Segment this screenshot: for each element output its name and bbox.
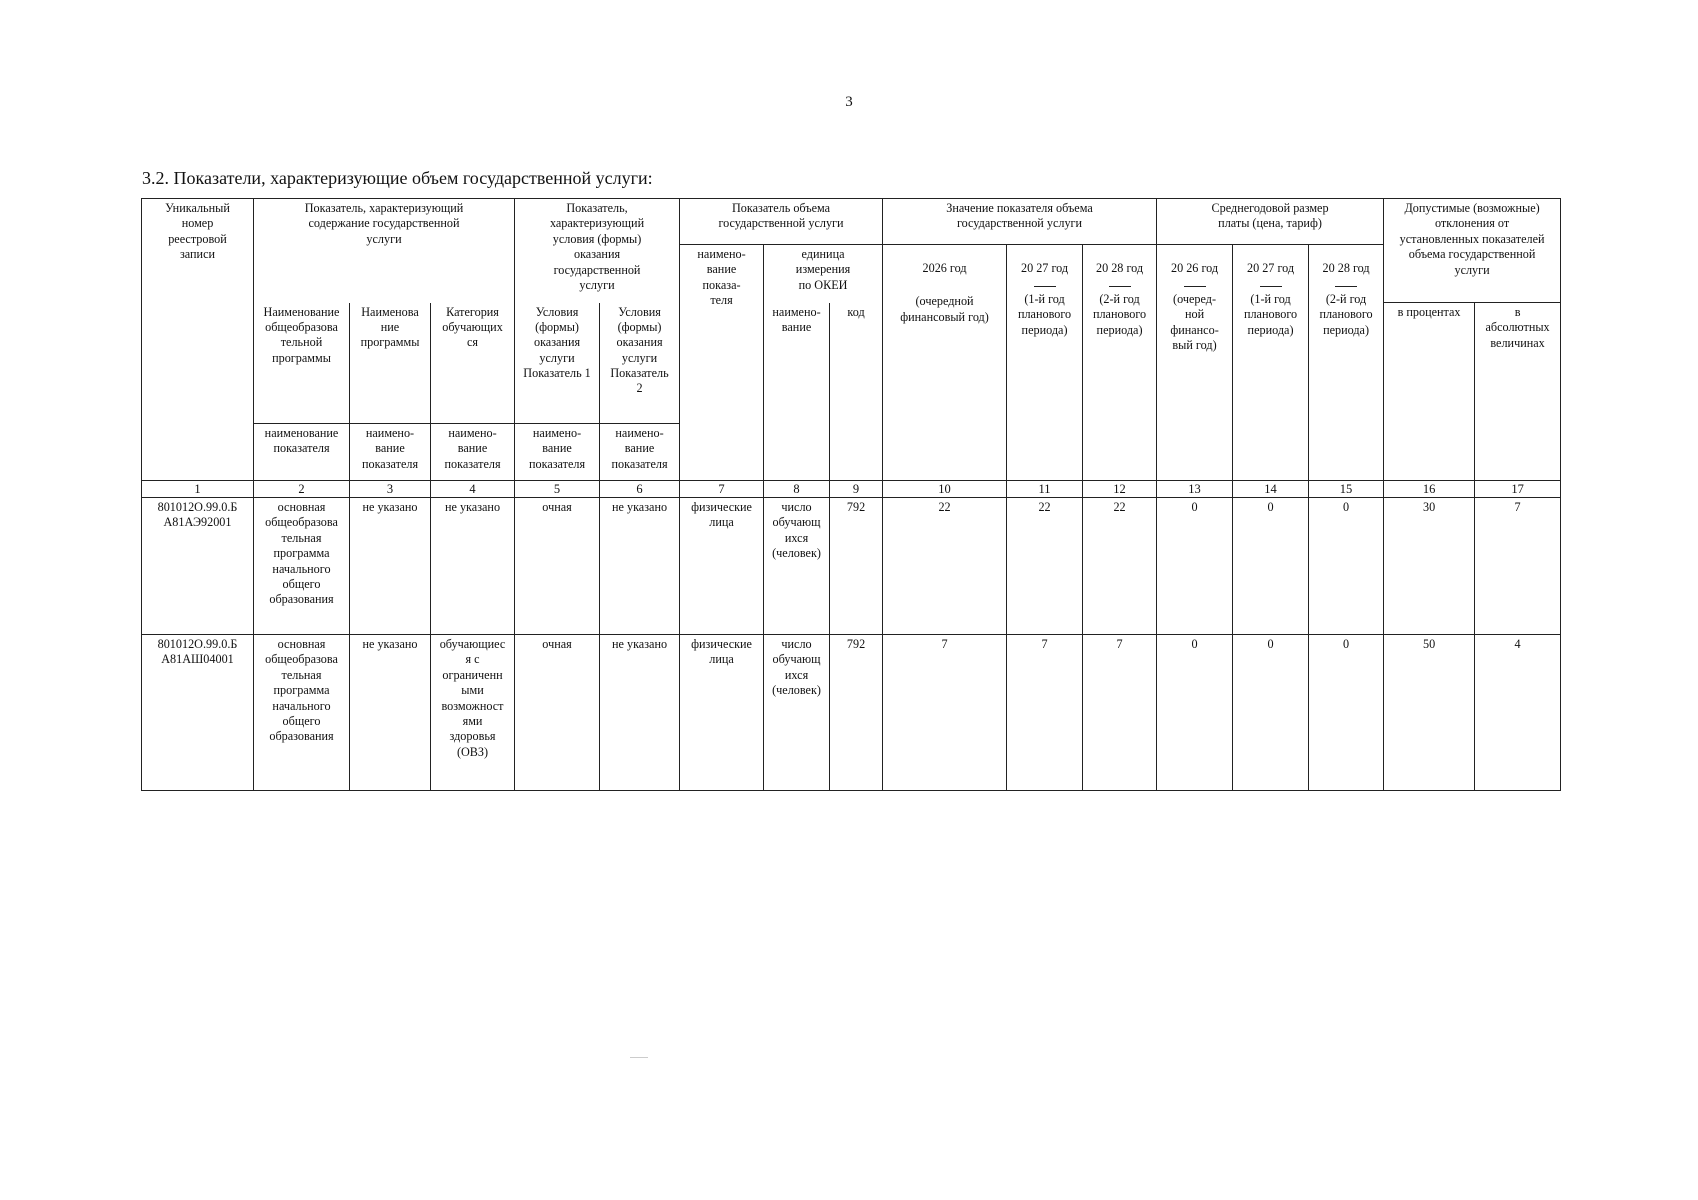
student-category-cell: не указано — [431, 498, 515, 635]
deviation-absolute-cell: 7 — [1475, 498, 1561, 635]
header-indicator-name-6: наимено- вание показателя — [600, 424, 680, 481]
header-indicator-name-5: наимено- вание показателя — [515, 424, 600, 481]
header-unit-code: код — [830, 303, 883, 481]
deviation-percent-cell: 30 — [1384, 498, 1475, 635]
column-number: 13 — [1157, 481, 1233, 498]
header-deviation-absolute: в абсолютных величинах — [1475, 303, 1561, 481]
program-name-cell: не указано — [350, 498, 431, 635]
value-2026-cell: 7 — [883, 635, 1007, 791]
header-year-2027: 20 27 год (1-й год планового периода) — [1007, 245, 1083, 481]
column-number: 14 — [1233, 481, 1309, 498]
column-number: 7 — [680, 481, 764, 498]
header-unit-okei: единица измерения по ОКЕИ — [764, 245, 883, 303]
fee-2028-cell: 0 — [1309, 635, 1384, 791]
header-conditions-1-sub: Условия (формы) оказания услуги Показатель 1 — [515, 303, 600, 424]
header-content-indicator: Показатель, характеризующий содержание государственной услуги — [254, 199, 515, 303]
column-number: 17 — [1475, 481, 1561, 498]
column-number: 5 — [515, 481, 600, 498]
header-volume-indicator-name: наимено- вание показа- теля — [680, 245, 764, 481]
header-fee-2027: 20 27 год (1-й год планового периода) — [1233, 245, 1309, 481]
fee-2026-cell: 0 — [1157, 498, 1233, 635]
deviation-percent-cell: 50 — [1384, 635, 1475, 791]
column-number: 10 — [883, 481, 1007, 498]
fee-2027-cell: 0 — [1233, 635, 1309, 791]
header-fee-2028: 20 28 год (2-й год планового периода) — [1309, 245, 1384, 481]
value-2028-cell: 22 — [1083, 498, 1157, 635]
table-row — [142, 635, 1561, 791]
column-number: 1 — [142, 481, 254, 498]
column-number: 6 — [600, 481, 680, 498]
section-title: 3.2. Показатели, характеризующие объем государственной услуги: — [142, 168, 653, 188]
deviation-absolute-cell: 4 — [1475, 635, 1561, 791]
column-number: 11 — [1007, 481, 1083, 498]
indicator-name-cell: физические лица — [680, 635, 764, 791]
column-number: 2 — [254, 481, 350, 498]
indicator-name-cell: физические лица — [680, 498, 764, 635]
unit-code-cell: 792 — [830, 635, 883, 791]
program-name-cell: не указано — [350, 635, 431, 791]
scan-mark — [630, 1057, 648, 1058]
header-year-2026: 2026 год (очередной финансовый год) — [883, 245, 1007, 481]
fee-2026-cell: 0 — [1157, 635, 1233, 791]
table-row — [142, 498, 1561, 635]
unit-name-cell: число обучающ ихся (человек) — [764, 635, 830, 791]
column-number: 15 — [1309, 481, 1384, 498]
form2-cell: не указано — [600, 498, 680, 635]
header-indicator-name-3: наимено- вание показателя — [350, 424, 431, 481]
unit-name-cell: число обучающ ихся (человек) — [764, 498, 830, 635]
header-year-2028: 20 28 год (2-й год планового периода) — [1083, 245, 1157, 481]
header-unit-name: наимено- вание — [764, 303, 830, 481]
column-number: 8 — [764, 481, 830, 498]
form2-cell: не указано — [600, 635, 680, 791]
header-program-sub: Наименование общеобразова тельной программы — [254, 303, 350, 424]
column-number: 3 — [350, 481, 431, 498]
fee-2028-cell: 0 — [1309, 498, 1384, 635]
registry-number-cell: 801012О.99.0.Б А81АШ04001 — [142, 635, 254, 791]
value-2026-cell: 22 — [883, 498, 1007, 635]
program-cell: основная общеобразова тельная программа начального общего образования — [254, 635, 350, 791]
column-number: 12 — [1083, 481, 1157, 498]
header-fee-2026: 20 26 год (очеред- ной финансо- вый год) — [1157, 245, 1233, 481]
header-indicator-name-4: наимено- вание показателя — [431, 424, 515, 481]
header-volume-indicator: Показатель объема государственной услуги — [680, 199, 883, 245]
value-2027-cell: 22 — [1007, 498, 1083, 635]
header-indicator-name-2: наименование показателя — [254, 424, 350, 481]
header-conditions-2-sub: Условия (формы) оказания услуги Показатель 2 — [600, 303, 680, 424]
header-student-category-sub: Категория обучающих ся — [431, 303, 515, 424]
page-number: 3 — [845, 94, 853, 110]
column-numbers-row — [142, 481, 1561, 498]
header-conditions-indicator: Показатель, характеризующий условия (формы) оказания государственной услуги — [515, 199, 680, 303]
student-category-cell: обучающиес я с ограниченн ыми возможност ями здоровья (ОВЗ) — [431, 635, 515, 791]
fee-2027-cell: 0 — [1233, 498, 1309, 635]
unit-code-cell: 792 — [830, 498, 883, 635]
column-number: 9 — [830, 481, 883, 498]
volume-indicators-table — [141, 198, 1561, 791]
header-program-name-sub: Наименова ние программы — [350, 303, 431, 424]
program-cell: основная общеобразова тельная программа начального общего образования — [254, 498, 350, 635]
column-number: 4 — [431, 481, 515, 498]
form-cell: очная — [515, 635, 600, 791]
column-number: 16 — [1384, 481, 1475, 498]
header-deviation-percent: в процентах — [1384, 303, 1475, 481]
header-volume-value: Значение показателя объема государственной услуги — [883, 199, 1157, 245]
value-2028-cell: 7 — [1083, 635, 1157, 791]
header-registry-number: Уникальный номер реестровой записи — [142, 199, 254, 481]
header-allowed-deviation: Допустимые (возможные) отклонения от установленных показателей объема государственной услуги — [1384, 199, 1561, 303]
header-average-fee: Среднегодовой размер платы (цена, тариф) — [1157, 199, 1384, 245]
registry-number-cell: 801012О.99.0.Б А81АЭ92001 — [142, 498, 254, 635]
form-cell: очная — [515, 498, 600, 635]
value-2027-cell: 7 — [1007, 635, 1083, 791]
